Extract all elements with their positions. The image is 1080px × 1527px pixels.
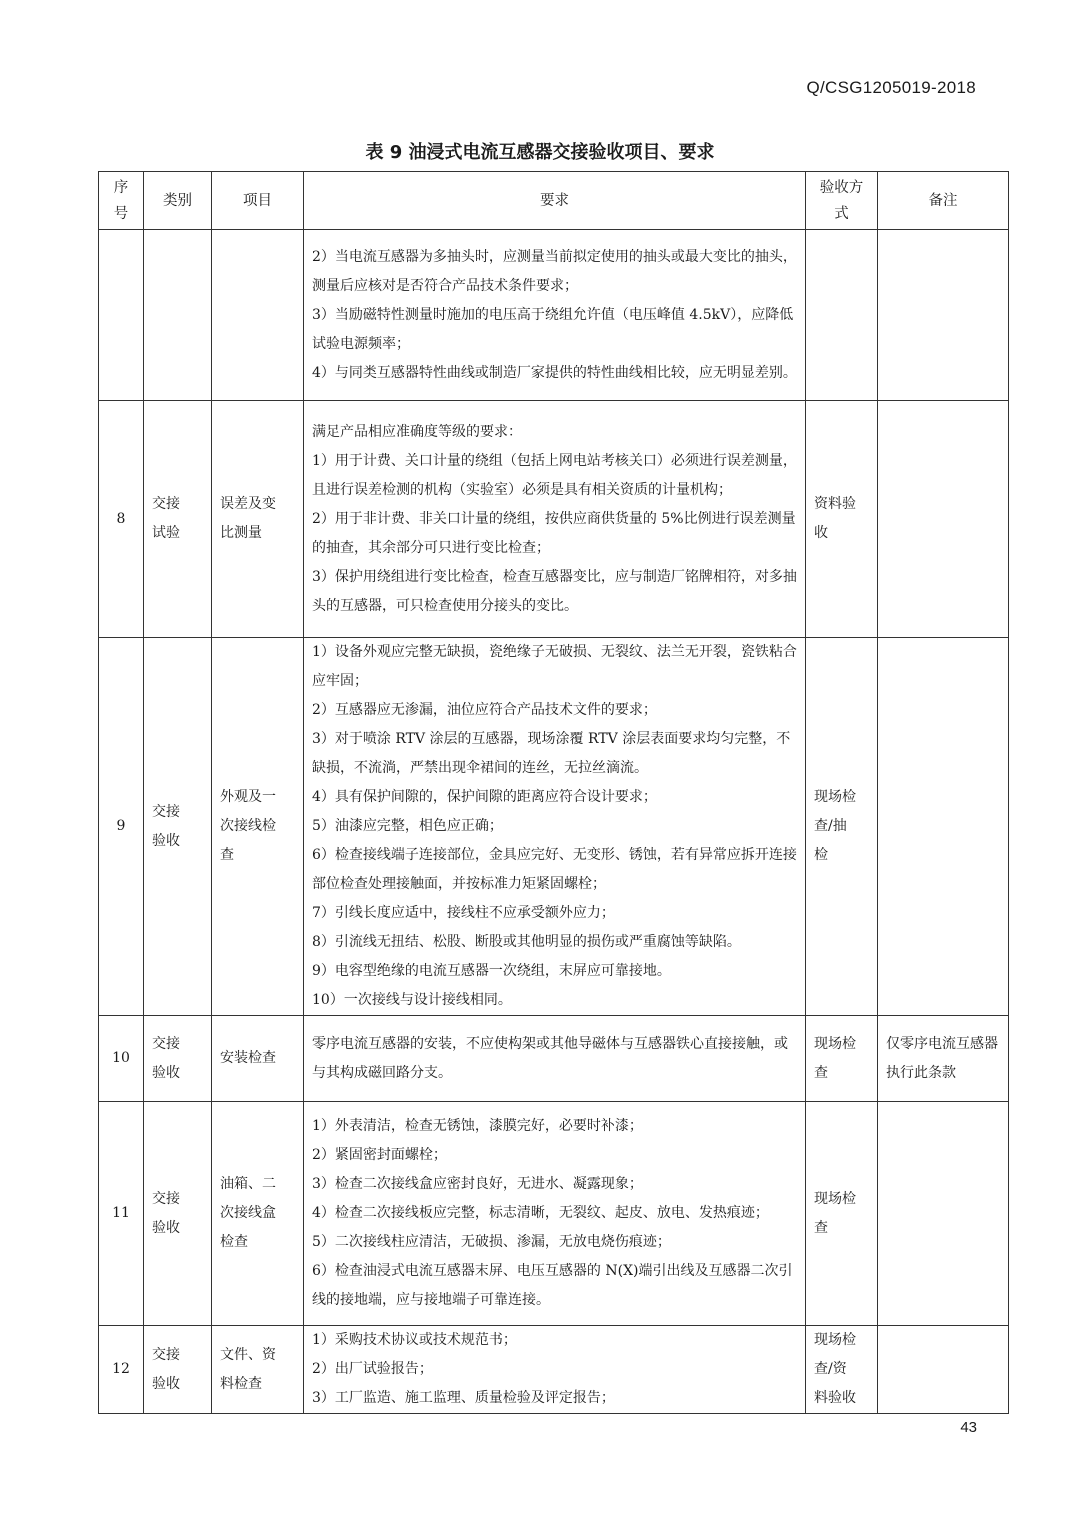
table-row — [99, 638, 1009, 1016]
row-note — [878, 1102, 1009, 1326]
table-row — [99, 1326, 1009, 1414]
row-number: 12 — [99, 1326, 144, 1414]
requirement-line: 5）二次接线柱应清洁，无破损、渗漏，无放电烧伤痕迹； — [312, 1234, 671, 1250]
acceptance-table — [98, 171, 1009, 1414]
col-header-requirement: 要求 — [304, 172, 806, 230]
requirement-line: 3）对于喷涂 RTV 涂层的互感器，现场涂覆 RTV 涂层表面要求均匀完整，不缺损，不流淌，严禁出现伞裙间的连丝，无拉丝滴流。 — [312, 731, 791, 776]
col-header-note: 备注 — [878, 172, 1009, 230]
row-category: 交接 验收 — [144, 1102, 212, 1326]
requirement-line: 2）紧固密封面螺栓； — [312, 1147, 447, 1163]
table-title: 表 9 油浸式电流互感器交接验收项目、要求 — [365, 142, 715, 163]
requirement-line: 1）设备外观应完整无缺损，瓷绝缘子无破损、无裂纹、法兰无开裂，瓷铁粘合应牢固； — [312, 644, 797, 689]
row-item: 油箱、二 次接线盒 检查 — [212, 1102, 304, 1326]
requirement-line: 9）电容型绝缘的电流互感器一次绕组，末屏应可靠接地。 — [312, 963, 671, 979]
row-number: 9 — [99, 638, 144, 1016]
requirement-line: 4）检查二次接线板应完整，标志清晰，无裂纹、起皮、放电、发热痕迹； — [312, 1205, 769, 1221]
requirement-line: 3）保护用绕组进行变比检查，检查互感器变比，应与制造厂铭牌相符，对多抽头的互感器，可只检查使用分接头的变比。 — [312, 568, 797, 614]
requirement-line: 7）引线长度应适中，接线柱不应承受额外应力； — [312, 905, 615, 921]
requirement-line: 1）用于计费、关口计量的绕组（包括上网电站考核关口）必须进行误差测量，且进行误差检测的机构（实验室）必须是具有相关资质的计量机构； — [312, 452, 797, 498]
table-row — [99, 1016, 1009, 1102]
requirement-line: 1）采购技术协议或技术规范书； — [312, 1332, 517, 1348]
row-note: 仅零序电流互感器执行此条款 — [878, 1016, 1009, 1102]
requirement-line: 零序电流互感器的安装，不应使构架或其他导磁体与互感器铁心直接接触，或与其构成磁回路分支。 — [312, 1035, 788, 1081]
requirement-line: 6）检查油浸式电流互感器末屏、电压互感器的 N(X)端引出线及互感器二次引线的接地端，应与接地端子可靠连接。 — [312, 1263, 793, 1308]
row-method: 现场检 查/抽 检 — [806, 638, 878, 1016]
row-category: 交接 验收 — [144, 638, 212, 1016]
row-requirements — [304, 230, 806, 401]
row-method — [806, 230, 878, 401]
requirement-line: 5）油漆应完整，相色应正确； — [312, 818, 503, 834]
requirement-line: 6）检查接线端子连接部位，金具应完好、无变形、锈蚀，若有异常应拆开连接部位检查处理接触面，并按标准力矩紧固螺栓； — [312, 847, 797, 892]
requirement-line: 2）互感器应无渗漏，油位应符合产品技术文件的要求； — [312, 702, 657, 718]
requirement-line: 3）工厂监造、施工监理、质量检验及评定报告； — [312, 1390, 615, 1406]
row-category — [144, 230, 212, 401]
row-category: 交接 验收 — [144, 1016, 212, 1102]
col-header-no: 序 号 — [99, 172, 144, 230]
col-header-method: 验收方 式 — [806, 172, 878, 230]
row-requirements — [304, 638, 806, 1016]
requirement-line: 2）用于非计费、非关口计量的绕组，按供应商供货量的 5%比例进行误差测量的抽查，其余部分可只进行变比检查； — [312, 510, 796, 556]
row-requirements — [304, 1016, 806, 1102]
row-requirements — [304, 401, 806, 638]
row-note — [878, 230, 1009, 401]
requirement-line: 10）一次接线与设计接线相同。 — [312, 992, 512, 1008]
row-category: 交接 验收 — [144, 1326, 212, 1414]
row-method: 现场检 查 — [806, 1102, 878, 1326]
requirement-line: 1）外表清洁，检查无锈蚀，漆膜完好，必要时补漆； — [312, 1118, 643, 1134]
row-requirements — [304, 1102, 806, 1326]
document-code: Q/CSG1205019-2018 — [806, 78, 976, 97]
row-number: 11 — [99, 1102, 144, 1326]
row-number — [99, 230, 144, 401]
table-row — [99, 230, 1009, 401]
requirement-line: 满足产品相应准确度等级的要求： — [312, 423, 522, 440]
row-note — [878, 401, 1009, 638]
table-row — [99, 1102, 1009, 1326]
row-note — [878, 1326, 1009, 1414]
row-requirements — [304, 1326, 806, 1414]
page-number: 43 — [960, 1419, 977, 1436]
row-note — [878, 638, 1009, 1016]
col-header-item: 项目 — [212, 172, 304, 230]
requirement-line: 2）出厂试验报告； — [312, 1361, 433, 1377]
col-header-category: 类别 — [144, 172, 212, 230]
requirement-line: 8）引流线无扭结、松股、断股或其他明显的损伤或严重腐蚀等缺陷。 — [312, 934, 741, 950]
requirement-line: 3）检查二次接线盒应密封良好，无进水、凝露现象； — [312, 1176, 643, 1192]
requirement-line: 4）具有保护间隙的，保护间隙的距离应符合设计要求； — [312, 789, 657, 805]
row-item: 外观及一 次接线检 查 — [212, 638, 304, 1016]
requirement-line: 3）当励磁特性测量时施加的电压高于绕组允许值（电压峰值 4.5kV），应降低试验电源频率； — [312, 306, 794, 352]
row-method: 现场检 查/资 料验收 — [806, 1326, 878, 1414]
requirement-line: 2）当电流互感器为多抽头时，应测量当前拟定使用的抽头或最大变比的抽头，测量后应核对是否符合产品技术条件要求； — [312, 248, 797, 294]
row-item: 文件、资 料检查 — [212, 1326, 304, 1414]
table-row — [99, 401, 1009, 638]
row-number: 10 — [99, 1016, 144, 1102]
row-method: 现场检 查 — [806, 1016, 878, 1102]
row-method: 资料验 收 — [806, 401, 878, 638]
row-item: 误差及变 比测量 — [212, 401, 304, 638]
row-category: 交接 试验 — [144, 401, 212, 638]
row-item — [212, 230, 304, 401]
requirement-line: 4）与同类互感器特性曲线或制造厂家提供的特性曲线相比较，应无明显差别。 — [312, 364, 797, 381]
table-header-row — [99, 172, 1009, 230]
row-item: 安装检查 — [212, 1016, 304, 1102]
row-number: 8 — [99, 401, 144, 638]
